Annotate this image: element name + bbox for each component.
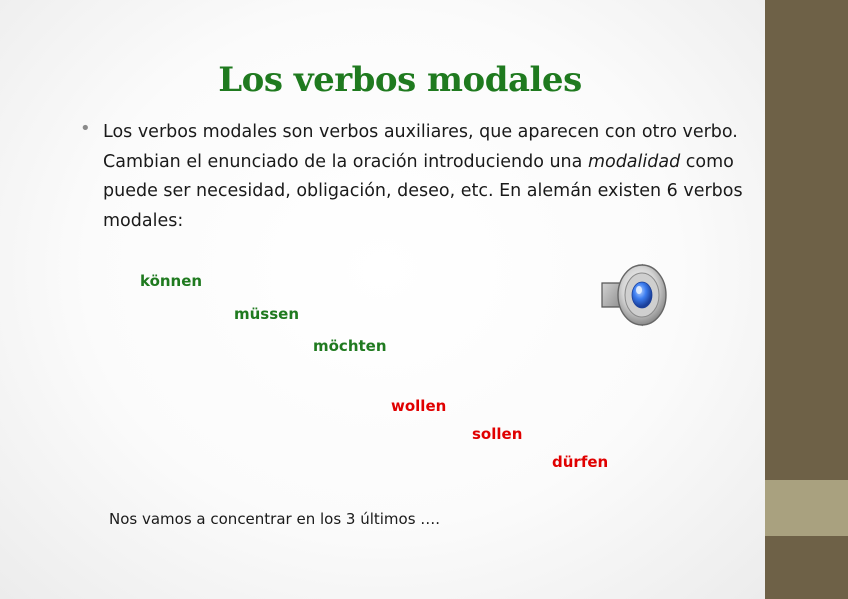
verb-konnen: können xyxy=(140,272,203,290)
verb-durfen: dürfen xyxy=(552,453,609,471)
bullet-text-part1: Los verbos modales son verbos auxiliares, que aparecen con otro verbo. Cambian el enunciado de la oración introduciendo una xyxy=(103,122,738,172)
footer-note: Nos vamos a concentrar en los 3 últimos …. xyxy=(109,510,441,528)
slide-title: Los verbos modales xyxy=(218,60,582,100)
speaker-icon[interactable] xyxy=(598,261,672,329)
bullet-text-emphasis: modalidad xyxy=(587,151,681,172)
verb-sollen: sollen xyxy=(472,425,523,443)
bullet-text-part2: como puede ser necesidad, obligación, deseo, etc. En alemán existen 6 verbos modales: xyxy=(103,151,743,231)
verb-wollen: wollen xyxy=(391,397,447,415)
verb-mochten: möchten xyxy=(313,337,387,355)
verb-mussen: müssen xyxy=(234,305,300,323)
bullet-marker: • xyxy=(80,118,91,139)
bullet-text xyxy=(103,118,743,236)
sidebar-accent-band xyxy=(765,480,848,536)
